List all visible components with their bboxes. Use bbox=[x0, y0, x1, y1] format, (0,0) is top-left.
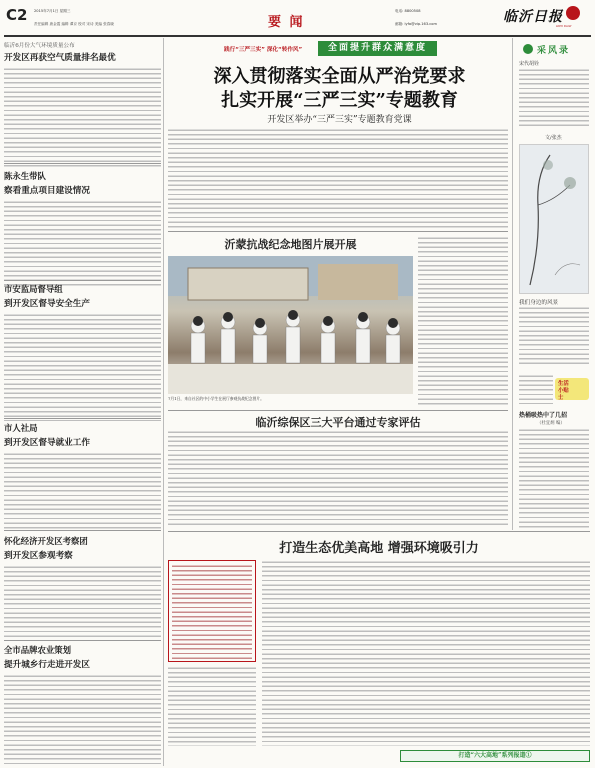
column-name: 采风录 bbox=[537, 46, 571, 56]
eco-series-footer bbox=[400, 750, 590, 762]
left-story-4 bbox=[4, 422, 161, 530]
lead-rule bbox=[168, 231, 508, 232]
story-kicker: 陈永生带队 bbox=[4, 171, 46, 181]
story-body bbox=[4, 67, 161, 167]
campaign-banner bbox=[168, 41, 508, 57]
left-rule-5 bbox=[4, 640, 161, 641]
date-line: 2015年7月1日 星期三 bbox=[34, 9, 71, 13]
lead-subhead: 开发区举办“三严三实”专题教育党课 bbox=[267, 115, 412, 125]
story-body bbox=[4, 313, 161, 421]
column-byline: 文/张杰 bbox=[545, 135, 562, 141]
column-box-title: 我们身边的风景 bbox=[519, 300, 559, 306]
banner-tag: 践行“三严三实” 深化“转作风” bbox=[224, 47, 303, 53]
column-body-2 bbox=[519, 306, 589, 366]
story-title: 到开发区督导就业工作 bbox=[4, 438, 90, 448]
exhibit-body bbox=[418, 236, 508, 406]
story-title: 察看重点项目建设情况 bbox=[4, 186, 90, 196]
story-body bbox=[4, 674, 161, 766]
newspaper-logo: 临沂日报 bbox=[503, 9, 563, 25]
banner-main: 全面提升群众满意度 bbox=[318, 41, 437, 56]
story-body bbox=[4, 200, 161, 286]
left-story-3 bbox=[4, 283, 161, 421]
left-rule-4 bbox=[4, 530, 161, 531]
masthead bbox=[0, 0, 595, 38]
lead-headline-1: 深入贯彻落实全面从严治党要求 bbox=[213, 66, 466, 87]
left-story-2 bbox=[4, 170, 161, 286]
left-column-divider bbox=[163, 38, 164, 766]
column-body-4 bbox=[519, 428, 589, 528]
expert-body bbox=[168, 430, 508, 528]
story-body bbox=[4, 452, 161, 530]
eco-body-left bbox=[168, 666, 256, 746]
column-illustration bbox=[519, 144, 589, 294]
publisher-badge-text: LINYI DAILY bbox=[556, 24, 572, 28]
story-title: 提升城乡行走进开发区 bbox=[4, 660, 90, 670]
section-label: 要 闻 bbox=[268, 15, 305, 30]
ink-painting-illustration bbox=[520, 145, 590, 295]
column-body-1 bbox=[519, 68, 589, 128]
expert-rule bbox=[168, 531, 590, 532]
left-story-5 bbox=[4, 535, 161, 641]
exhibit-title: 沂蒙抗战纪念地图片展开展 bbox=[224, 238, 357, 251]
eco-title: 打造生态优美高地 增强环境吸引力 bbox=[279, 541, 479, 556]
email-line: 邮箱: lyfa@vip.163.com bbox=[395, 22, 437, 26]
exhibit-photo-scene bbox=[168, 256, 413, 394]
eco-pullquote bbox=[168, 560, 256, 662]
editors-line: 责任编辑 唐金霞 编辑 谭京 校对 宋诗 美编 张春晓 bbox=[34, 22, 114, 26]
lead-headline-2: 扎实开展“三严三实”专题教育 bbox=[221, 90, 458, 111]
eco-series-footer-text: 打造“六大高地”系列报道① bbox=[458, 752, 532, 759]
eco-body-main bbox=[262, 560, 590, 746]
story-kicker: 全市品牌农业策划 bbox=[4, 645, 71, 655]
lead-body bbox=[168, 128, 508, 228]
logo-badge bbox=[566, 6, 580, 20]
masthead-rule bbox=[4, 35, 591, 37]
column-headline-2: 热桶吸热中了几招 bbox=[519, 412, 568, 419]
right-column bbox=[515, 40, 591, 530]
column-byline-2: （杜宜炳 编） bbox=[537, 421, 565, 426]
left-story-6 bbox=[4, 644, 161, 766]
story-title: 到开发区督导安全生产 bbox=[4, 299, 90, 309]
column-subhead: 宋代胡铨 bbox=[519, 61, 540, 67]
left-story-1 bbox=[4, 41, 161, 167]
story-kicker: 市人社局 bbox=[4, 423, 38, 433]
phone-line: 电话: 8800508 bbox=[395, 9, 421, 13]
expert-title: 临沂综保区三大平台通过专家评估 bbox=[255, 416, 421, 429]
left-rule-2 bbox=[4, 280, 161, 281]
exhibit-caption: 7月1日，来自社区的中小学生在展厅参观抗战纪念图片。 bbox=[168, 396, 264, 401]
story-body bbox=[4, 565, 161, 641]
left-rule-3 bbox=[4, 418, 161, 419]
story-kicker: 怀化经济开发区考察团 bbox=[4, 536, 88, 546]
story-kicker: 市安监局督导组 bbox=[4, 284, 63, 294]
column-body-3 bbox=[519, 374, 553, 404]
life-tips-box bbox=[555, 378, 589, 400]
story-kicker: 临沂6月份大气环境质量公布 bbox=[4, 43, 75, 49]
page-number: C2 bbox=[6, 6, 28, 24]
life-tips-label: 生活小贴士 bbox=[558, 381, 569, 401]
story-title: 开发区再获空气质量排名最优 bbox=[4, 53, 116, 63]
column-emblem bbox=[523, 44, 533, 54]
eco-pullquote-text bbox=[172, 564, 252, 660]
story-title: 到开发区参观考察 bbox=[4, 551, 73, 561]
right-column-divider bbox=[512, 38, 513, 530]
exhibit-rule bbox=[168, 410, 508, 411]
left-rule-1 bbox=[4, 163, 161, 164]
exhibit-photo bbox=[168, 256, 413, 394]
